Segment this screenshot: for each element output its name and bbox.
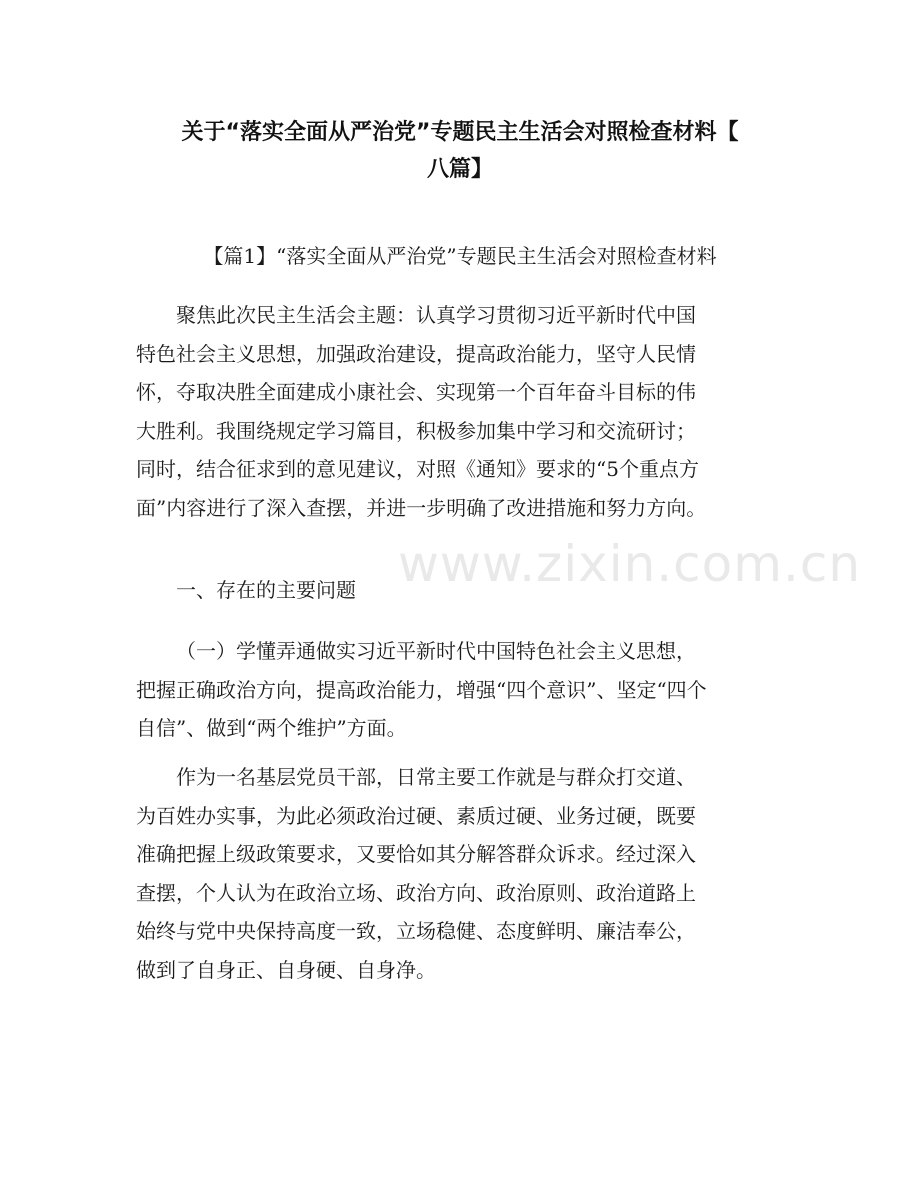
paragraph-line: 为百姓办实事，为此必须政治过硬、素质过硬、业务过硬，既要: [136, 803, 696, 828]
watermark: www.zixin.com.cn: [398, 535, 862, 593]
paragraph-line: 自信”、做到“两个维护”方面。: [136, 716, 407, 740]
document-title-line1: 关于“落实全面从严治党”专题民主生活会对照检查材料【: [181, 120, 739, 145]
paragraph-line: （一）学懂弄通做实习近平新时代中国特色社会主义思想，: [176, 639, 696, 663]
paragraph-self-review: [136, 758, 788, 989]
paragraph-intro: [136, 296, 788, 527]
section-heading-problems: 一、存在的主要问题: [176, 578, 356, 602]
paragraph-line: 准确把握上级政策要求，又要恰如其分解答群众诉求。经过深入: [136, 842, 696, 866]
paragraph-line: 始终与党中央保持高度一致，立场稳健、态度鲜明、廉洁奉公，: [136, 919, 696, 943]
paragraph-subsection-1: [136, 632, 788, 748]
paragraph-line: 同时，结合征求到的意见建议，对照《通知》要求的“5个重点方: [136, 457, 699, 481]
paragraph-line: 做到了自身正、自身硬、自身净。: [136, 957, 436, 982]
paragraph-line: 把握正确政治方向，提高政治能力，增强“四个意识”、坚定“四个: [136, 677, 707, 702]
paragraph-line: 聚焦此次民主生活会主题：认真学习贯彻习近平新时代中国: [176, 303, 696, 327]
paragraph-line: 作为一名基层党员干部，日常主要工作就是与群众打交道、: [176, 765, 696, 789]
section-subtitle: 【篇1】“落实全面从严治党”专题民主生活会对照检查材料: [203, 244, 717, 268]
paragraph-line: 特色社会主义思想，加强政治建设，提高政治能力，坚守人民情: [136, 341, 696, 366]
paragraph-line: 面”内容进行了深入查摆，并进一步明确了改进措施和努力方向。: [136, 495, 707, 520]
paragraph-line: 大胜利。我围绕规定学习篇目，积极参加集中学习和交流研讨；: [136, 418, 696, 443]
paragraph-line: 怀，夺取决胜全面建成小康社会、实现第一个百年奋斗目标的伟: [136, 380, 696, 404]
paragraph-line: 查摆，个人认为在政治立场、政治方向、政治原则、政治道路上: [136, 880, 696, 905]
document-title-line2: 八篇】: [426, 157, 493, 182]
